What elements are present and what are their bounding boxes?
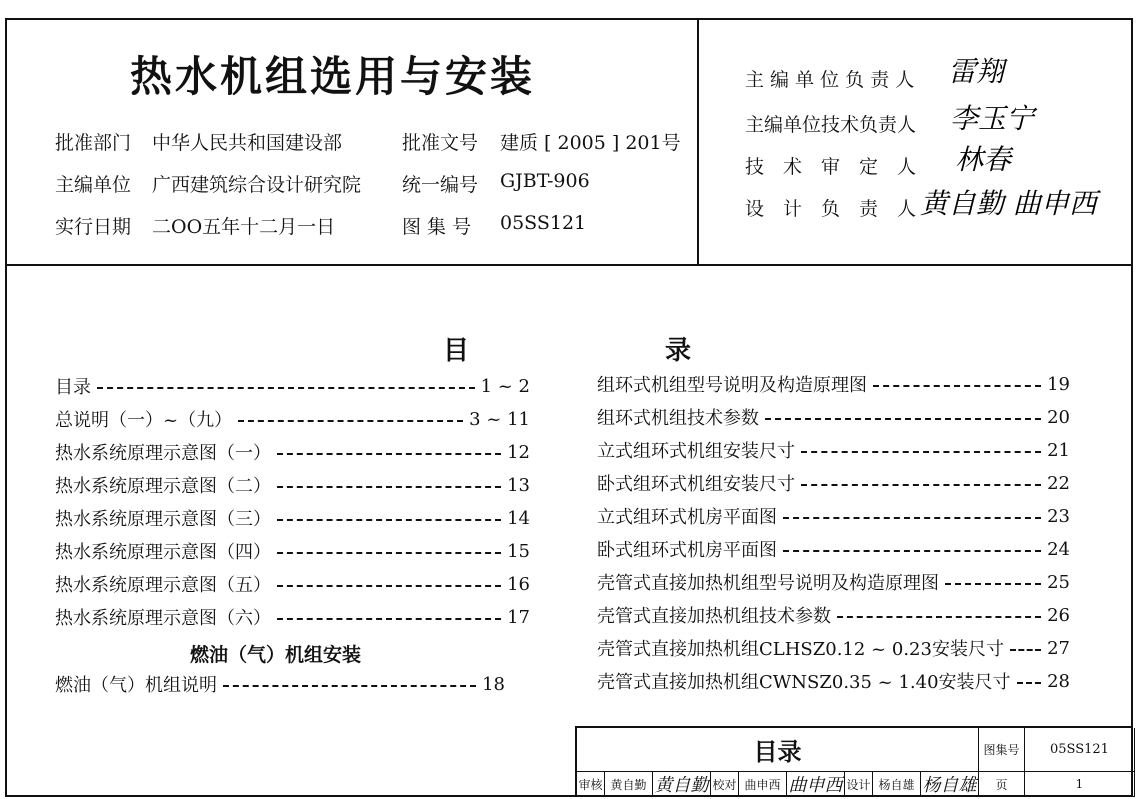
responsible-role: 主 编 单 位 负 责 人 bbox=[745, 69, 915, 91]
toc-entry-page: 20 bbox=[1047, 406, 1070, 428]
toc-leader bbox=[277, 585, 501, 587]
toc-entry[interactable] bbox=[597, 371, 1070, 397]
toc-entry-page: 21 bbox=[1047, 439, 1070, 461]
toc-entry-page: 22 bbox=[1047, 472, 1070, 494]
toc-entry[interactable] bbox=[55, 406, 530, 432]
toc-entry-title: 总说明（一）~（九） bbox=[55, 410, 233, 431]
toc-entry-title: 热水系统原理示意图（一） bbox=[55, 443, 271, 464]
toc-leader bbox=[837, 616, 1041, 618]
design-signature: 杨自雄 bbox=[921, 772, 979, 797]
toc-entry-page: 23 bbox=[1047, 505, 1070, 527]
toc-leader bbox=[97, 387, 475, 389]
toc-leader bbox=[277, 453, 501, 455]
toc-entry-title: 壳管式直接加热机组技术参数 bbox=[597, 606, 831, 627]
title-block-atlas-no: 05SS121 bbox=[1025, 728, 1135, 772]
toc-entry-page: 1 ~ 2 bbox=[480, 375, 530, 397]
toc-entry-title: 壳管式直接加热机组型号说明及构造原理图 bbox=[597, 573, 939, 594]
toc-leader bbox=[783, 517, 1041, 519]
responsible-signature: 李玉宁 bbox=[950, 102, 1035, 135]
atlas-no: 05SS121 bbox=[500, 212, 587, 234]
toc-entry-page: 14 bbox=[507, 507, 530, 529]
toc-leader bbox=[277, 618, 501, 620]
toc-leader bbox=[277, 519, 501, 521]
toc-entry-page: 19 bbox=[1047, 373, 1070, 395]
toc-entry[interactable] bbox=[55, 505, 530, 531]
design-label: 设计 bbox=[845, 772, 873, 797]
responsible-signature: 黄自勤 曲申西 bbox=[920, 187, 1097, 220]
toc-heading-right: 录 bbox=[665, 336, 692, 366]
toc-entry-page: 12 bbox=[507, 441, 530, 463]
toc-leader bbox=[873, 385, 1041, 387]
review-name: 黄自勤 bbox=[605, 772, 653, 797]
effective-date: 二OO五年十二月一日 bbox=[152, 216, 336, 238]
page-number: 1 bbox=[1025, 772, 1135, 797]
approval-dept: 中华人民共和国建设部 bbox=[152, 132, 343, 154]
review-signature: 黄自勤 bbox=[653, 772, 711, 797]
toc-entry-title: 组环式机组型号说明及构造原理图 bbox=[597, 375, 867, 396]
toc-entry-page: 16 bbox=[507, 573, 530, 595]
atlas-title: 热水机组选用与安装 bbox=[130, 52, 536, 101]
toc-entry-title: 热水系统原理示意图（六） bbox=[55, 608, 271, 629]
responsible-role: 设 计 负 责 人 bbox=[745, 198, 917, 220]
approval-doc-label: 批准文号 bbox=[402, 132, 479, 154]
title-block bbox=[575, 726, 1133, 797]
title-block-title: 目录 bbox=[577, 728, 979, 772]
unified-no: GJBT-906 bbox=[500, 170, 590, 192]
toc-entry[interactable] bbox=[597, 668, 1070, 694]
toc-section-title: 燃油（气）机组安装 bbox=[190, 644, 362, 666]
toc-leader bbox=[238, 420, 463, 422]
header-divider bbox=[5, 264, 1133, 266]
toc-entry-title: 热水系统原理示意图（三） bbox=[55, 509, 271, 530]
toc-entry-title: 卧式组环式机组安装尺寸 bbox=[597, 474, 795, 495]
toc-entry-title: 壳管式直接加热机组CLHSZ0.12 ~ 0.23安装尺寸 bbox=[597, 639, 1004, 660]
toc-leader bbox=[223, 685, 476, 687]
responsible-role: 主编单位技术负责人 bbox=[745, 114, 917, 136]
toc-entry[interactable] bbox=[55, 671, 505, 697]
toc-entry-page: 26 bbox=[1047, 604, 1070, 626]
toc-leader bbox=[765, 418, 1041, 420]
check-label: 校对 bbox=[711, 772, 739, 797]
atlas-no-label: 图 集 号 bbox=[402, 216, 472, 238]
toc-entry[interactable] bbox=[597, 536, 1070, 562]
approval-doc: 建质 [ 2005 ] 201号 bbox=[500, 132, 681, 154]
effective-date-label: 实行日期 bbox=[55, 216, 132, 238]
toc-entry-title: 热水系统原理示意图（四） bbox=[55, 542, 271, 563]
toc-entry-page: 13 bbox=[507, 474, 530, 496]
toc-entry-title: 目录 bbox=[55, 377, 91, 398]
check-name: 曲申西 bbox=[739, 772, 787, 797]
toc-entry-title: 组环式机组技术参数 bbox=[597, 408, 759, 429]
toc-entry-title: 热水系统原理示意图（五） bbox=[55, 575, 271, 596]
responsible-role: 技 术 审 定 人 bbox=[745, 156, 917, 178]
toc-entry-title: 热水系统原理示意图（二） bbox=[55, 476, 271, 497]
responsible-signature: 雷翔 bbox=[948, 55, 1005, 88]
page-label: 页 bbox=[979, 772, 1025, 797]
toc-entry-title: 壳管式直接加热机组CWNSZ0.35 ~ 1.40安装尺寸 bbox=[597, 672, 1011, 693]
header-vertical-divider bbox=[697, 18, 699, 266]
toc-entry[interactable] bbox=[55, 604, 530, 630]
toc-leader bbox=[801, 484, 1041, 486]
toc-entry-page: 17 bbox=[507, 606, 530, 628]
toc-entry[interactable] bbox=[55, 538, 530, 564]
toc-entry-page: 15 bbox=[507, 540, 530, 562]
toc-entry[interactable] bbox=[597, 602, 1070, 628]
check-signature: 曲申西 bbox=[787, 772, 845, 797]
toc-leader bbox=[801, 451, 1041, 453]
toc-entry-title: 立式组环式机组安装尺寸 bbox=[597, 441, 795, 462]
toc-leader bbox=[277, 486, 501, 488]
design-name: 杨自雄 bbox=[873, 772, 921, 797]
toc-entry-page: 25 bbox=[1047, 571, 1070, 593]
approval-dept-label: 批准部门 bbox=[55, 132, 132, 154]
toc-entry-page: 3 ~ 11 bbox=[469, 408, 530, 430]
toc-entry[interactable] bbox=[597, 437, 1070, 463]
title-block-atlas-no-label: 图集号 bbox=[979, 728, 1025, 772]
toc-entry-page: 18 bbox=[482, 673, 505, 695]
toc-leader bbox=[783, 550, 1041, 552]
toc-entry[interactable] bbox=[597, 503, 1070, 529]
toc-entry[interactable] bbox=[597, 635, 1070, 661]
toc-entry[interactable] bbox=[55, 571, 530, 597]
chief-unit-label: 主编单位 bbox=[55, 174, 132, 196]
toc-entry[interactable] bbox=[55, 373, 530, 399]
toc-leader bbox=[945, 583, 1041, 585]
review-label: 审核 bbox=[577, 772, 605, 797]
toc-entry[interactable] bbox=[597, 569, 1070, 595]
toc-entry-page: 27 bbox=[1047, 637, 1070, 659]
toc-leader bbox=[277, 552, 501, 554]
toc-entry[interactable] bbox=[597, 470, 1070, 496]
toc-entry-title: 燃油（气）机组说明 bbox=[55, 675, 217, 696]
toc-entry[interactable] bbox=[55, 439, 530, 465]
toc-entry-page: 24 bbox=[1047, 538, 1070, 560]
toc-entry-page: 28 bbox=[1047, 670, 1070, 692]
toc-heading-left: 目 bbox=[443, 336, 470, 366]
toc-entry[interactable] bbox=[55, 472, 530, 498]
toc-leader bbox=[1017, 682, 1042, 684]
toc-entry[interactable] bbox=[597, 404, 1070, 430]
responsible-signature: 林春 bbox=[955, 143, 1012, 176]
toc-entry-title: 卧式组环式机房平面图 bbox=[597, 540, 777, 561]
unified-no-label: 统一编号 bbox=[402, 174, 479, 196]
chief-unit: 广西建筑综合设计研究院 bbox=[152, 174, 362, 196]
toc-entry-title: 立式组环式机房平面图 bbox=[597, 507, 777, 528]
toc-leader bbox=[1010, 649, 1041, 651]
